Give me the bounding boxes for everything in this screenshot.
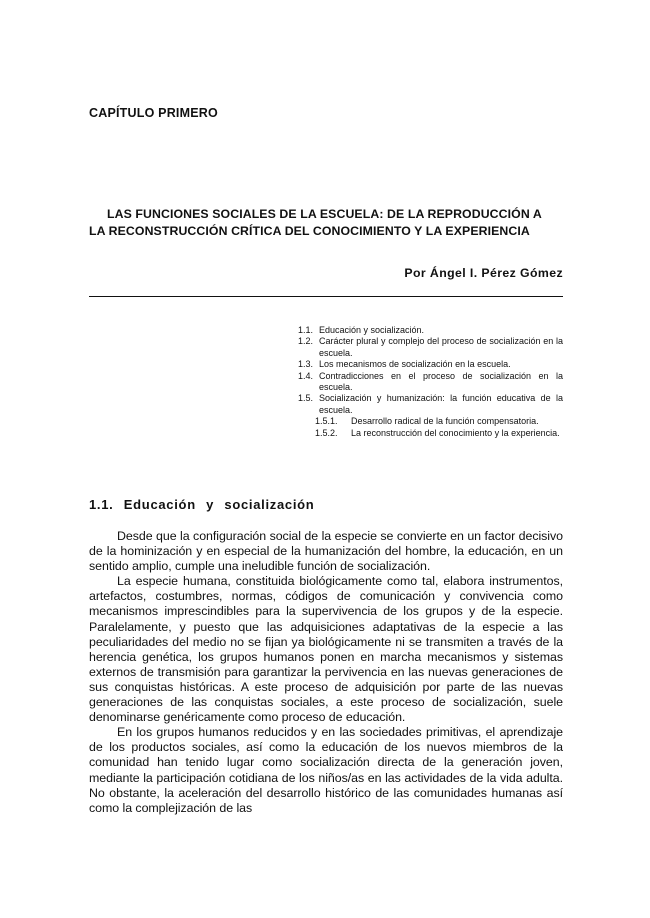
chapter-title-line-1: LAS FUNCIONES SOCIALES DE LA ESCUELA: DE LA REPRODUCCIÓN A xyxy=(107,207,542,221)
toc-item-number: 1.1. xyxy=(298,325,314,335)
toc-item-text: Socialización y humanización: la función educativa de la escuela. xyxy=(319,393,563,415)
chapter-contents xyxy=(298,325,563,439)
chapter-label: CAPÍTULO PRIMERO xyxy=(89,106,218,120)
paragraph: La especie humana, constituida biológicamente como tal, elabora instrumentos, artefactos, costumbres, normas, códigos de comunicación y convivencia como mecanismos imprescindibles para la supervivencia de los grupos y de la especie. Paralelamente, y puesto que las adquisiciones adaptativas de la especie a las peculiaridades del medio no se fijan ya biológicamente ni se transmiten a través de la herencia genética, los grupos humanos ponen en marcha mecanismos y sistemas externos de transmisión para garantizar la pervivencia en las nuevas generaciones de sus conquistas históricas. A este proceso de adquisición por parte de las nuevas generaciones de las conquistas sociales, a este proceso de socialización, suele denominarse genéricamente como proceso de educación. xyxy=(89,574,563,725)
toc-item xyxy=(298,325,563,336)
paragraph: Desde que la configuración social de la especie se convierte en un factor decisivo de la hominización y en especial de la humanización del hombre, la educación, en un sentido amplio, cumple una ineludible función de socialización. xyxy=(89,529,563,574)
section-title: Educación y socialización xyxy=(123,497,315,512)
chapter-title xyxy=(89,206,563,240)
toc-item xyxy=(298,336,563,359)
toc-item-text: Los mecanismos de socialización en la escuela. xyxy=(319,359,511,370)
toc-item-text: La reconstrucción del conocimiento y la experiencia. xyxy=(351,427,560,438)
paragraph: En los grupos humanos reducidos y en las sociedades primitivas, el aprendizaje de los productos sociales, así como la educación de los nuevos miembros de la comunidad han tenido lugar como socialización directa de la generación joven, mediante la participación cotidiana de los niños/as en las actividades de la vida adulta. No obstante, la aceleración del desarrollo histórico de las comunidades humanas así como la complejización de las xyxy=(89,725,563,815)
toc-item xyxy=(298,359,563,370)
toc-item-text: Carácter plural y complejo del proceso de socialización en la escuela. xyxy=(319,336,563,358)
chapter-title-line-2: LA RECONSTRUCCIÓN CRÍTICA DEL CONOCIMIENTO Y LA EXPERIENCIA xyxy=(89,224,530,238)
section-number: 1.1. xyxy=(89,497,114,512)
toc-item-text: Contradicciones en el proceso de socialización en la escuela. xyxy=(319,370,563,393)
toc-item-number: 1.4. xyxy=(298,370,314,381)
body-text xyxy=(89,529,563,816)
toc-item-number: 1.5.1. xyxy=(315,416,338,427)
toc-item-number: 1.5.2. xyxy=(315,427,338,438)
horizontal-rule xyxy=(89,296,563,297)
toc-item-number: 1.2. xyxy=(298,336,314,347)
author-byline: Por Ángel I. Pérez Gómez xyxy=(404,266,563,280)
toc-item-text: Desarrollo radical de la función compensatoria. xyxy=(351,416,539,427)
toc-item xyxy=(298,371,563,394)
toc-subitem xyxy=(298,428,563,439)
toc-item-text: Educación y socialización. xyxy=(319,325,425,335)
section-heading xyxy=(89,497,314,512)
toc-item-number: 1.3. xyxy=(298,359,314,370)
toc-subitem xyxy=(298,416,563,427)
toc-item-number: 1.5. xyxy=(298,393,314,404)
toc-item xyxy=(298,393,563,416)
